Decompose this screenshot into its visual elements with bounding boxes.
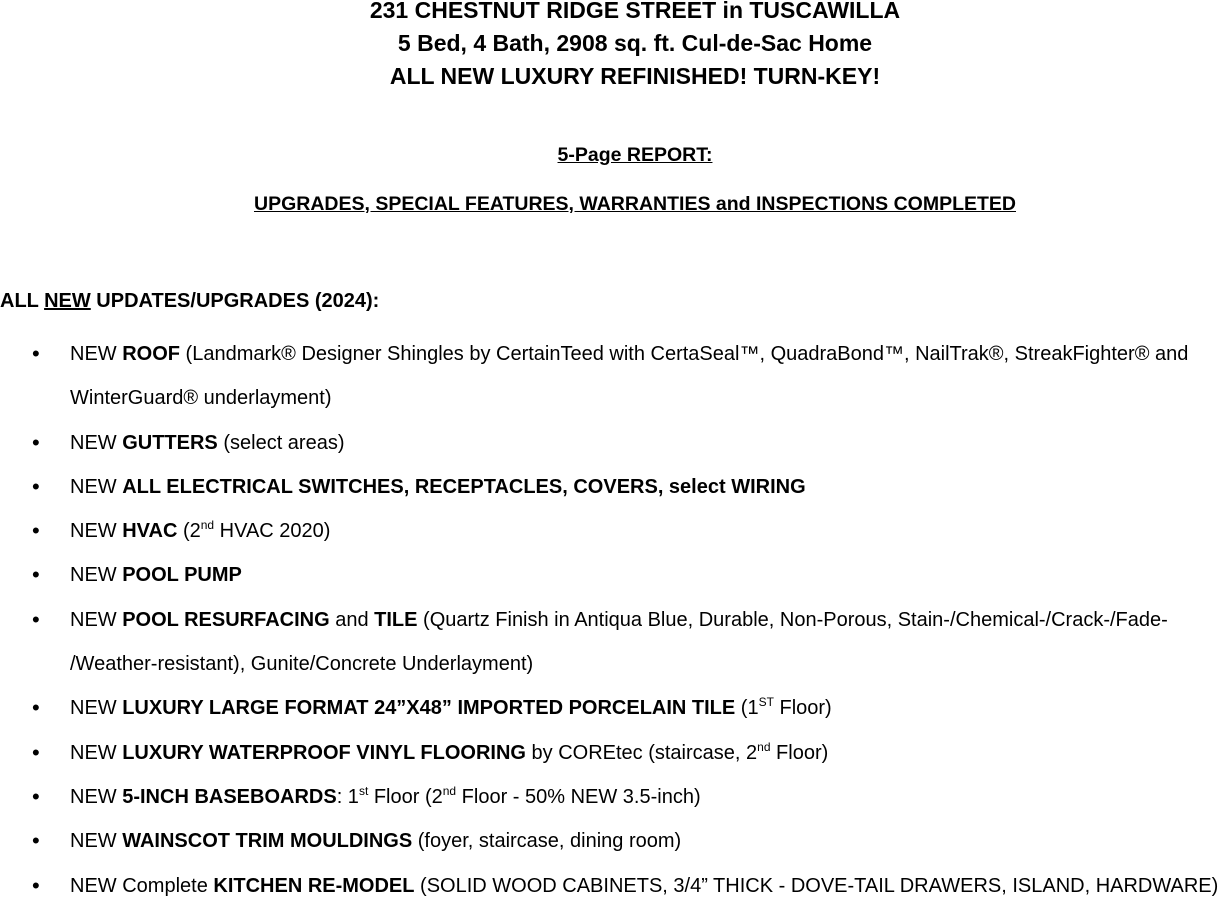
bullet-icon: •: [32, 739, 40, 765]
item-superscript: nd: [200, 518, 215, 533]
title-line-specs: 5 Bed, 4 Bath, 2908 sq. ft. Cul-de-Sac Home: [397, 30, 873, 56]
item-continuation: /Weather-resistant), Gunite/Concrete Underlayment): [70, 653, 534, 676]
item-bold: POOL PUMP: [122, 564, 242, 587]
list-item-gutters: [0, 421, 1218, 465]
list-item-roof: [0, 332, 1218, 421]
item-bold: 5-INCH BASEBOARDS: [122, 785, 337, 808]
item-text: (1: [735, 697, 759, 720]
item-bold: ALL ELECTRICAL SWITCHES, RECEPTACLES, COVERS, select WIRING: [122, 475, 806, 498]
item-text: Floor - 50% NEW 3.5-inch): [456, 785, 701, 808]
section-heading-underlined: NEW: [44, 290, 91, 312]
item-prefix: NEW: [70, 741, 123, 764]
upgrades-list: [0, 332, 1218, 908]
item-text: by COREtec (staircase, 2: [525, 741, 758, 764]
item-bold: LUXURY WATERPROOF VINYL FLOORING: [122, 741, 526, 764]
list-item-electrical: [0, 465, 1218, 509]
item-prefix: NEW: [70, 520, 123, 543]
bullet-icon: •: [32, 562, 40, 588]
list-item-hvac: [0, 509, 1218, 553]
item-text: (select areas): [217, 431, 345, 454]
title-line-address: 231 CHESTNUT RIDGE STREET in TUSCAWILLA: [369, 0, 901, 23]
report-subheading: UPGRADES, SPECIAL FEATURES, WARRANTIES and INSPECTIONS COMPLETED: [253, 193, 1016, 215]
report-heading: 5-Page REPORT:: [557, 144, 713, 166]
section-heading: [0, 290, 379, 313]
item-text: (2: [177, 520, 201, 543]
list-item-wainscot: [0, 819, 1218, 863]
item-bold: KITCHEN RE-MODEL: [213, 874, 415, 897]
bullet-icon: •: [32, 828, 40, 854]
bullet-icon: •: [32, 518, 40, 544]
item-bold: TILE: [374, 608, 418, 631]
section-heading-suffix: UPDATES/UPGRADES (2024):: [90, 290, 380, 312]
item-superscript: nd: [757, 739, 771, 754]
bullet-icon: •: [32, 606, 40, 632]
item-bold: LUXURY LARGE FORMAT 24”X48” IMPORTED PORCELAIN TILE: [122, 697, 736, 720]
list-item-kitchen: [0, 864, 1218, 908]
list-item-pool-pump: [0, 553, 1218, 597]
item-continuation: WinterGuard® underlayment): [70, 387, 332, 410]
item-superscript: ST: [758, 695, 774, 710]
item-superscript: st: [358, 783, 369, 798]
item-prefix: NEW: [70, 608, 123, 631]
bullet-icon: •: [32, 872, 40, 898]
document-title: [0, 0, 1218, 93]
item-text: (Quartz Finish in Antiqua Blue, Durable, Non-Porous, Stain-/Chemical-/Crack-/Fade-: [417, 608, 1168, 631]
item-bold: HVAC: [122, 520, 178, 543]
list-item-pool-resurfacing: [0, 598, 1218, 687]
item-prefix: NEW: [70, 830, 123, 853]
section-heading-prefix: ALL: [0, 290, 45, 312]
bullet-icon: •: [32, 783, 40, 809]
item-text: Floor): [773, 697, 832, 720]
bullet-icon: •: [32, 695, 40, 721]
item-text: HVAC 2020): [214, 520, 331, 543]
item-prefix: NEW: [70, 697, 123, 720]
item-text: (SOLID WOOD CABINETS, 3/4” THICK - DOVE-TAIL DRAWERS, ISLAND, HARDWARE): [414, 874, 1218, 897]
list-item-porcelain-tile: [0, 686, 1218, 730]
item-prefix: NEW: [70, 431, 123, 454]
item-text: Floor): [770, 741, 829, 764]
item-text: Floor (2: [368, 785, 443, 808]
item-bold: POOL RESURFACING: [122, 608, 330, 631]
item-text: and: [329, 608, 375, 631]
title-line-tagline: ALL NEW LUXURY REFINISHED! TURN-KEY!: [389, 63, 881, 89]
item-bold: ROOF: [122, 343, 180, 365]
item-text: (Landmark® Designer Shingles by CertainTeed with CertaSeal™, QuadraBond™, NailTrak®, StreakFighter® and: [180, 343, 1189, 365]
bullet-icon: •: [32, 473, 40, 499]
item-text: (foyer, staircase, dining room): [412, 830, 682, 853]
item-prefix: NEW Complete: [70, 874, 214, 897]
item-prefix: NEW: [70, 343, 123, 365]
item-superscript: nd: [442, 783, 457, 798]
item-bold: WAINSCOT TRIM MOULDINGS: [122, 830, 413, 853]
bullet-icon: •: [32, 429, 40, 455]
list-item-baseboards: [0, 775, 1218, 819]
item-prefix: NEW: [70, 785, 123, 808]
item-prefix: NEW: [70, 564, 123, 587]
item-prefix: NEW: [70, 475, 123, 498]
list-item-vinyl-flooring: [0, 731, 1218, 775]
bullet-icon: •: [32, 341, 40, 366]
item-bold: GUTTERS: [122, 431, 218, 454]
item-text: : 1: [336, 785, 359, 808]
